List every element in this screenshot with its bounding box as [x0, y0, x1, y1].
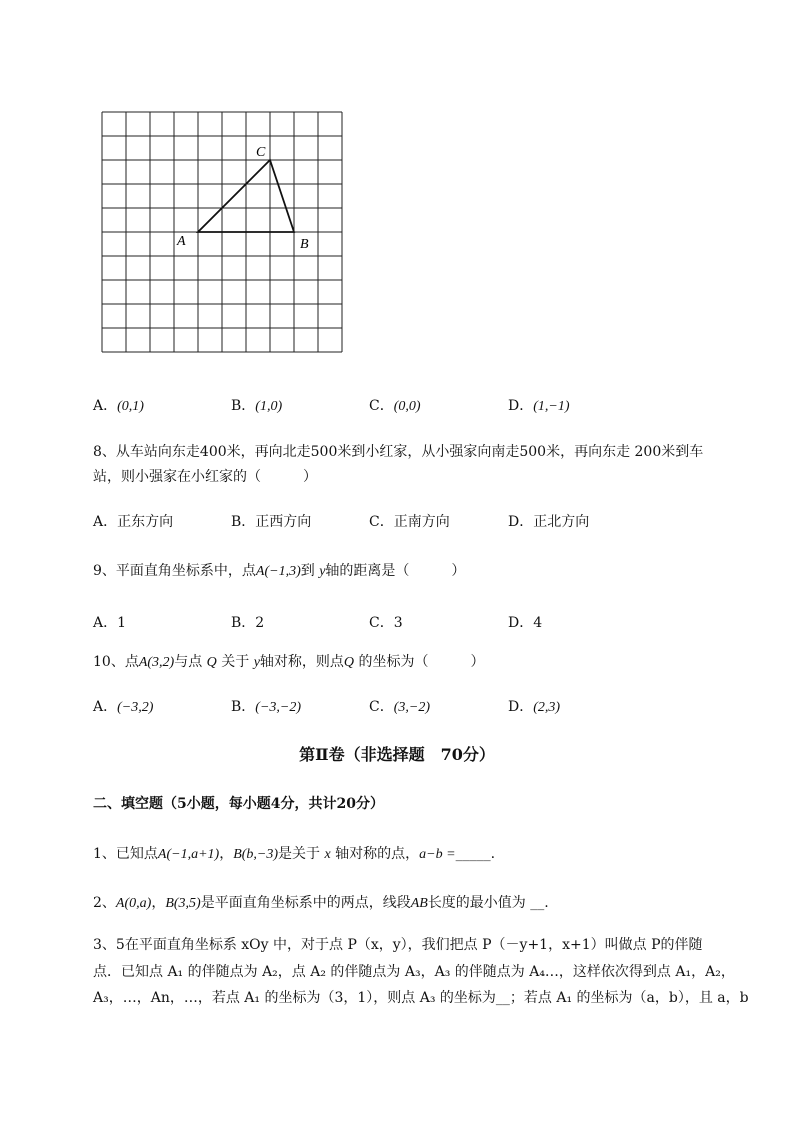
- label-a: A: [177, 234, 186, 249]
- fill-q2: 2、A(0,a)，B(3,5)是平面直角坐标系中的两点，线段AB长度的最小值为 __.: [93, 895, 549, 911]
- q7-option-b[interactable]: B．(1,0): [231, 398, 283, 414]
- q9-option-b[interactable]: B．2: [231, 615, 265, 631]
- q7-option-c[interactable]: C．(0,0): [369, 398, 421, 414]
- fill-q3-line1: 3、5在平面直角坐标系 xOy 中，对于点 P（x，y），我们把点 P（－y+1，x+1）叫做点 P的伴随: [93, 937, 703, 953]
- fill-q1: 1、已知点A(−1,a+1)，B(b,−3)是关于 x 轴对称的点，a−b =_____.: [93, 846, 496, 862]
- q8-option-a[interactable]: A．正东方向: [93, 514, 174, 530]
- fill-in-header: 二、填空题（5小题，每小题4分，共计20分）: [93, 796, 384, 812]
- q10-option-c[interactable]: C．(3,−2): [369, 699, 430, 715]
- q7-option-a[interactable]: A．(0,1): [93, 398, 144, 414]
- q10-stem: 10、点A(3,2)与点 Q 关于 y轴对称，则点Q 的坐标为（ ）: [93, 654, 485, 670]
- q7-option-d[interactable]: D．(1,−1): [508, 398, 570, 414]
- q9-option-c[interactable]: C．3: [369, 615, 403, 631]
- q8-option-d[interactable]: D．正北方向: [508, 514, 590, 530]
- fill-q3-line3: A₃，…，An，…，若点 A₁ 的坐标为（3，1），则点 A₃ 的坐标为__；若点 A₁ 的坐标为（a，b），且 a，b: [93, 990, 749, 1006]
- fill-q3-line2: 点．已知点 A₁ 的伴随点为 A₂，点 A₂ 的伴随点为 A₃，A₃ 的伴随点为 A₄…，这样依次得到点 A₁，A₂，: [93, 964, 735, 980]
- q10-option-a[interactable]: A．(−3,2): [93, 699, 154, 715]
- grid-figure: [95, 105, 355, 360]
- q9-stem: 9、平面直角坐标系中，点A(−1,3)到 y轴的距离是（ ）: [93, 563, 466, 579]
- q8-line2: 站，则小强家在小红家的（ ）: [93, 469, 317, 485]
- q8-line1: 8、从车站向东走400米，再向北走500米到小红家，从小强家向南走500米，再向东走 200米到车: [93, 444, 704, 460]
- q8-option-c[interactable]: C．正南方向: [369, 514, 450, 530]
- q9-option-d[interactable]: D．4: [508, 615, 543, 631]
- fill-q1-blank[interactable]: _____.: [455, 846, 496, 862]
- q10-option-d[interactable]: D．(2,3): [508, 699, 561, 715]
- q10-option-b[interactable]: B．(−3,−2): [231, 699, 302, 715]
- label-c: C: [256, 145, 266, 160]
- label-b: B: [300, 237, 309, 252]
- q8-option-b[interactable]: B．正西方向: [231, 514, 312, 530]
- section-title: 第Ⅱ卷（非选择题 70分）: [299, 745, 495, 764]
- q9-option-a[interactable]: A．1: [93, 615, 127, 631]
